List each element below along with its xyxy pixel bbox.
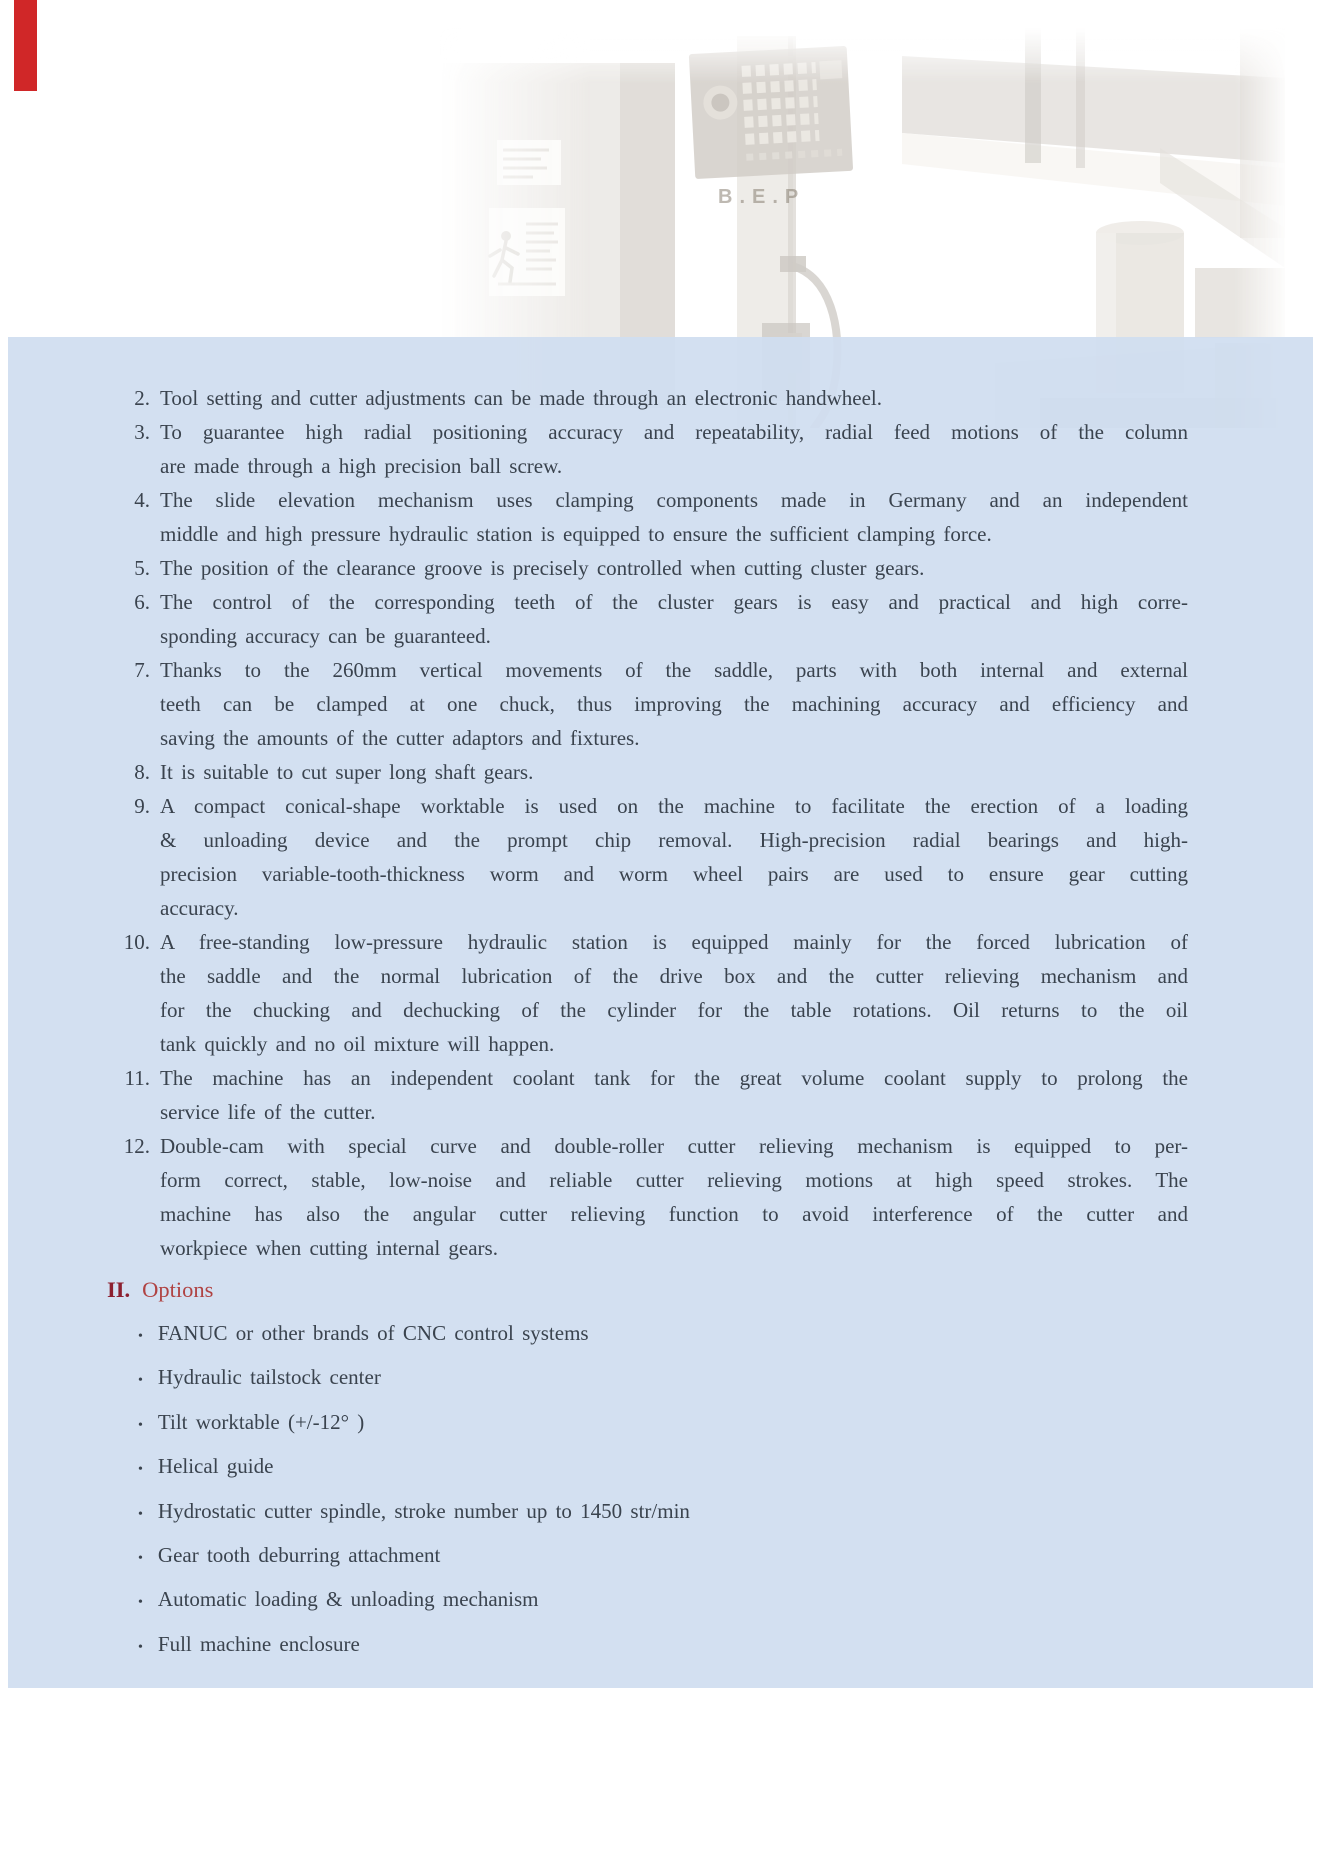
feature-line: The position of the clearance groove is precisely controlled when cutting cluster gears.: [160, 556, 925, 580]
option-text: FANUC or other brands of CNC control systems: [157, 1321, 589, 1345]
bullet-icon: •: [138, 1639, 143, 1655]
feature-item: [110, 925, 1195, 1061]
option-text: Hydrostatic cutter spindle, stroke number up to 1450 str/min: [157, 1498, 690, 1523]
option-text: Tilt worktable (+/-12° ): [157, 1409, 365, 1434]
content-panel: [8, 337, 1313, 1688]
option-text: Hydraulic tailstock center: [157, 1365, 381, 1390]
bullet-icon: •: [138, 1329, 143, 1344]
feature-item: [110, 1129, 1195, 1265]
bullet-icon: •: [138, 1462, 143, 1478]
options-list: [138, 1313, 1195, 1668]
list-item: [138, 1313, 1195, 1357]
feature-line: Double-cam with special curve and double-roller cutter relieving mechanism is equipped to per-: [160, 1134, 1188, 1158]
bullet-icon: •: [138, 1417, 143, 1433]
bullet-icon: •: [138, 1595, 143, 1611]
list-item: [138, 1579, 1195, 1623]
feature-number: 12.: [123, 1134, 150, 1158]
placard-warning: [489, 208, 565, 296]
feature-line: Thanks to the 260mm vertical movements of the saddle, parts with both internal and external: [160, 658, 1188, 682]
feature-number: 10.: [123, 930, 150, 954]
feature-list: [107, 381, 1195, 1668]
option-text: Helical guide: [157, 1454, 274, 1479]
feature-line: The slide elevation mechanism uses clamping components made in Germany and an independent: [160, 488, 1188, 512]
bullet-icon: •: [138, 1551, 143, 1567]
option-text: Gear tooth deburring attachment: [157, 1543, 441, 1568]
list-item: [138, 1357, 1195, 1401]
options-heading-label: Options: [142, 1277, 214, 1302]
feature-line: A compact conical-shape worktable is used on the machine to facilitate the erection of a loading: [160, 794, 1188, 818]
bullet-icon: •: [138, 1506, 143, 1522]
feature-line: the saddle and the normal lubrication of the drive box and the cutter relieving mechanism and: [160, 964, 1188, 988]
feature-line: A free-standing low-pressure hydraulic station is equipped mainly for the forced lubrication of: [160, 930, 1188, 954]
feature-line: are made through a high precision ball screw.: [160, 454, 563, 478]
feature-number: 8.: [134, 760, 150, 784]
feature-item: [110, 551, 1195, 585]
feature-line: saving the amounts of the cutter adaptors and fixtures.: [160, 726, 640, 750]
feature-line: & unloading device and the prompt chip removal. High-precision radial bearings and high-: [160, 828, 1188, 852]
control-panel: [689, 46, 853, 179]
feature-number: 5.: [134, 556, 150, 580]
feature-number: 9.: [134, 794, 150, 818]
feature-line: It is suitable to cut super long shaft gears.: [160, 760, 534, 784]
running-person-icon: [490, 231, 518, 282]
placard-small: [497, 140, 561, 185]
feature-line: accuracy.: [160, 896, 239, 920]
feature-line: middle and high pressure hydraulic station is equipped to ensure the sufficient clamping force.: [160, 522, 992, 546]
feature-line: The control of the corresponding teeth of the cluster gears is easy and practical and high corre-: [160, 590, 1188, 614]
feature-line: sponding accuracy can be guaranteed.: [160, 624, 491, 648]
bullet-icon: •: [138, 1373, 143, 1389]
feature-item: [110, 415, 1195, 483]
feature-number: 4.: [134, 488, 150, 512]
feature-line: teeth can be clamped at one chuck, thus improving the machining accuracy and efficiency and: [160, 692, 1188, 716]
feature-line: workpiece when cutting internal gears.: [160, 1236, 498, 1260]
feature-item: [110, 755, 1195, 789]
feature-line: tank quickly and no oil mixture will happen.: [160, 1032, 555, 1056]
list-item: [138, 1491, 1195, 1535]
stencil-label: B.E.P: [718, 186, 806, 208]
feature-number: 7.: [134, 658, 150, 682]
feature-item: [110, 483, 1195, 551]
feature-line: form correct, stable, low-noise and reliable cutter relieving motions at high speed strokes. The: [160, 1168, 1188, 1192]
options-heading-numeral: II.: [107, 1277, 131, 1302]
option-text: Full machine enclosure: [157, 1631, 360, 1656]
feature-number: 11.: [124, 1066, 150, 1090]
feature-line: To guarantee high radial positioning accuracy and repeatability, radial feed motions of the column: [160, 420, 1188, 444]
feature-line: The machine has an independent coolant tank for the great volume coolant supply to prolong the: [160, 1066, 1188, 1090]
feature-line: precision variable-tooth-thickness worm and worm wheel pairs are used to ensure gear cutting: [160, 862, 1188, 886]
feature-number: 3.: [134, 420, 150, 444]
option-text: Automatic loading & unloading mechanism: [157, 1587, 539, 1612]
feature-item: [110, 1061, 1195, 1129]
list-item: [138, 1624, 1195, 1668]
list-item: [138, 1535, 1195, 1579]
red-accent-bar: [14, 0, 37, 91]
feature-item: [110, 653, 1195, 755]
options-heading: [107, 1272, 1195, 1307]
feature-line: machine has also the angular cutter relieving function to avoid interference of the cutter and: [160, 1202, 1188, 1226]
feature-item: [110, 585, 1195, 653]
feature-line: for the chucking and dechucking of the cylinder for the table rotations. Oil returns to the oil: [160, 998, 1188, 1022]
feature-number: 2.: [134, 386, 150, 410]
workpiece-cylinder: [1096, 221, 1184, 245]
feature-number: 6.: [134, 590, 150, 614]
feature-item: [110, 381, 1195, 415]
feature-item: [110, 789, 1195, 925]
list-item: [138, 1402, 1195, 1446]
feature-line: service life of the cutter.: [160, 1100, 376, 1124]
list-item: [138, 1446, 1195, 1490]
feature-line: Tool setting and cutter adjustments can be made through an electronic handwheel.: [160, 386, 882, 410]
